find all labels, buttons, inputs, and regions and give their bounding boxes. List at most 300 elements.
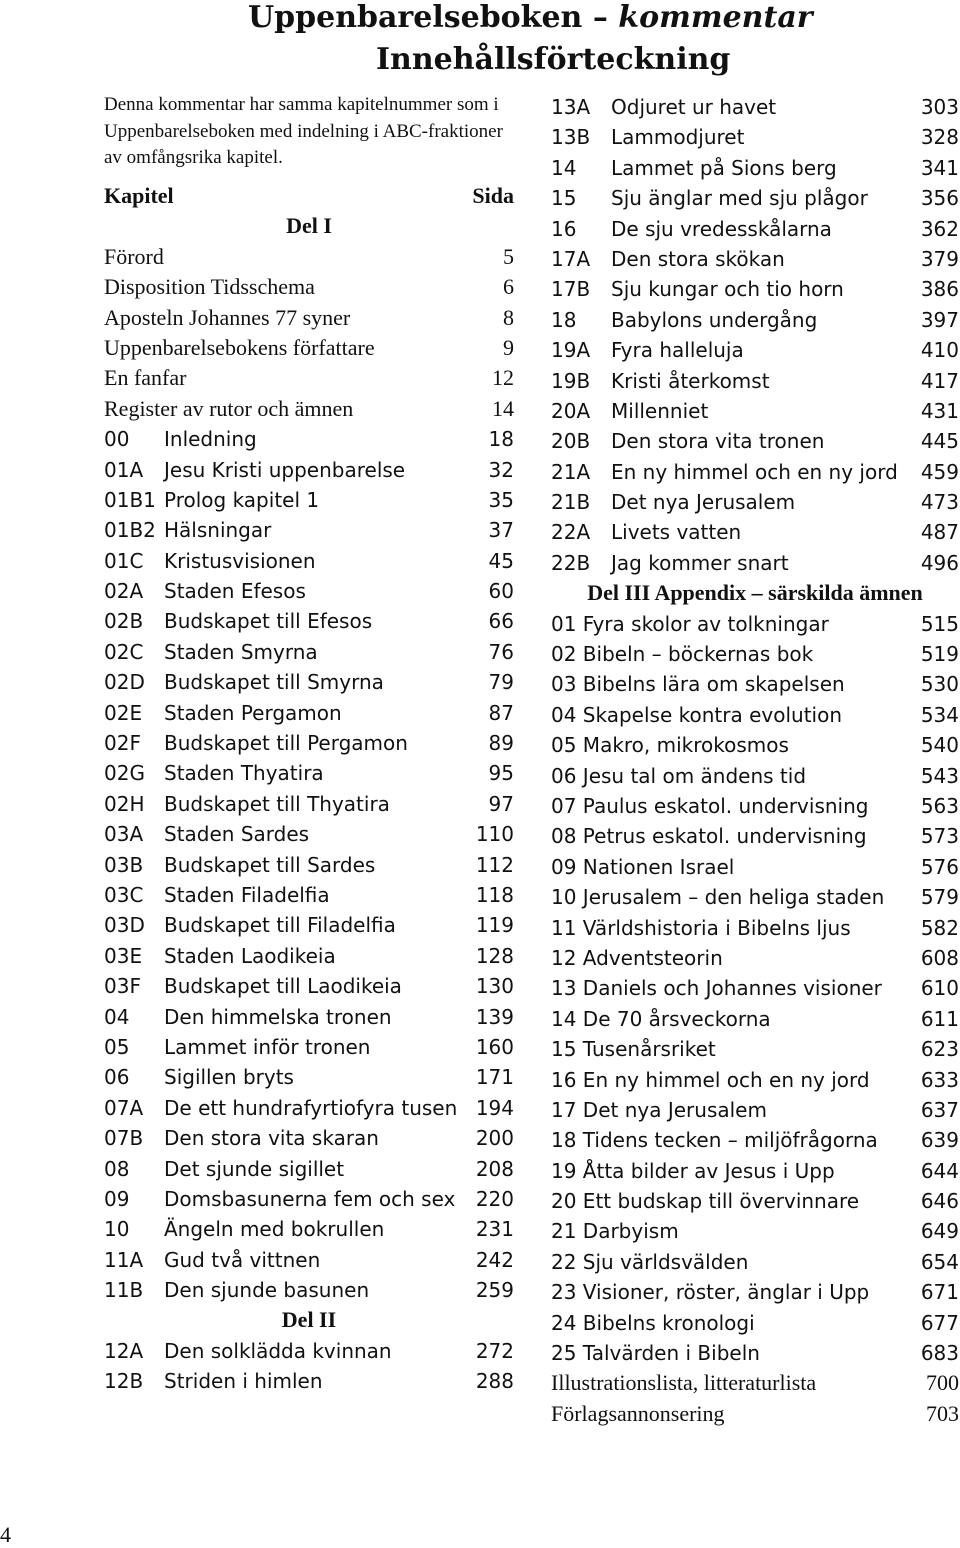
chapter-number: 20B bbox=[551, 429, 591, 454]
toc-entry bbox=[104, 546, 514, 576]
entry-title: 21 Darbyism bbox=[551, 1219, 679, 1244]
toc-entry bbox=[551, 1156, 959, 1186]
toc-entry bbox=[551, 457, 959, 487]
chapter-number: 12B bbox=[104, 1369, 144, 1394]
toc-entry bbox=[104, 758, 514, 788]
entry-title: Millenniet bbox=[611, 398, 709, 423]
toc-entry bbox=[551, 943, 959, 973]
toc-entry bbox=[104, 485, 514, 515]
entry-page: 654 bbox=[920, 1249, 959, 1274]
entry-page: 677 bbox=[920, 1310, 959, 1335]
entry-page: 66 bbox=[488, 609, 514, 634]
toc-entry bbox=[551, 122, 959, 152]
chapter-number: 03C bbox=[104, 882, 144, 907]
entry-page: 637 bbox=[920, 1097, 959, 1122]
entry-page: 671 bbox=[920, 1280, 959, 1305]
entry-page: 530 bbox=[920, 672, 959, 697]
entry-page: 35 bbox=[488, 487, 514, 512]
toc-entry bbox=[551, 1095, 959, 1125]
toc-entry bbox=[551, 609, 959, 639]
entry-title: Sju kungar och tio horn bbox=[611, 277, 844, 302]
entry-page: 703 bbox=[926, 1400, 959, 1426]
toc-entry bbox=[551, 1004, 959, 1034]
toc-header bbox=[104, 181, 514, 211]
toc-entry bbox=[551, 517, 959, 547]
entry-title: Kristusvisionen bbox=[164, 548, 316, 573]
entry-title: Budskapet till Efesos bbox=[164, 609, 373, 634]
toc-entry bbox=[104, 1123, 514, 1153]
entry-page: 328 bbox=[920, 125, 959, 150]
entry-title: 10 Jerusalem – den heliga staden bbox=[551, 885, 885, 910]
page-number: 4 bbox=[0, 1522, 11, 1547]
toc-entry bbox=[104, 1032, 514, 1062]
chapter-number: 01C bbox=[104, 548, 144, 573]
entry-title: Kristi återkomst bbox=[611, 368, 770, 393]
entry-page: 12 bbox=[492, 365, 514, 391]
toc-entry bbox=[551, 396, 959, 426]
entry-page: 303 bbox=[920, 95, 959, 119]
entry-title: Den himmelska tronen bbox=[164, 1004, 392, 1029]
chapter-number: 02B bbox=[104, 609, 144, 634]
toc-entry bbox=[551, 366, 959, 396]
entry-title: Den solklädda kvinnan bbox=[164, 1338, 392, 1363]
chapter-number: 18 bbox=[551, 307, 577, 332]
page-title bbox=[248, 0, 813, 36]
toc-right-column bbox=[551, 92, 959, 1429]
entry-title: Det sjunde sigillet bbox=[164, 1156, 345, 1181]
chapter-number: 02E bbox=[104, 700, 143, 725]
entry-title: En ny himmel och en ny jord bbox=[611, 459, 898, 484]
toc-entry bbox=[551, 1125, 959, 1155]
chapter-number: 03D bbox=[104, 913, 145, 938]
toc-entry bbox=[104, 789, 514, 819]
chapter-number: 14 bbox=[551, 155, 577, 180]
entry-title: Staden Efesos bbox=[164, 579, 306, 604]
entry-page: 362 bbox=[920, 216, 959, 241]
entry-title: Inledning bbox=[164, 427, 257, 452]
entry-title: Uppenbarelsebokens författare bbox=[104, 334, 375, 360]
toc-entry bbox=[551, 973, 959, 1003]
toc-entry bbox=[104, 698, 514, 728]
toc-entry bbox=[104, 637, 514, 667]
entry-page: 32 bbox=[488, 457, 514, 482]
chapter-number: 13A bbox=[551, 95, 591, 119]
toc-entry bbox=[104, 1154, 514, 1184]
toc-left-column bbox=[104, 181, 514, 1397]
entry-page: 496 bbox=[920, 550, 959, 575]
chapter-number: 16 bbox=[551, 216, 577, 241]
toc-entry bbox=[104, 728, 514, 758]
entry-title: 04 Skapelse kontra evolution bbox=[551, 702, 843, 727]
entry-page: 95 bbox=[488, 761, 514, 786]
entry-page: 573 bbox=[920, 824, 959, 849]
entry-page: 89 bbox=[488, 731, 514, 756]
toc-entry bbox=[551, 700, 959, 730]
entry-page: 128 bbox=[475, 943, 514, 968]
entry-page: 9 bbox=[503, 334, 514, 360]
chapter-number: 07B bbox=[104, 1126, 144, 1151]
chapter-number: 17B bbox=[551, 277, 591, 302]
entry-page: 487 bbox=[920, 520, 959, 545]
entry-title: Odjuret ur havet bbox=[611, 95, 777, 119]
toc-entry bbox=[551, 669, 959, 699]
entry-title: Den stora skökan bbox=[611, 246, 785, 271]
entry-page: 37 bbox=[488, 518, 514, 543]
entry-title: De ett hundrafyrtiofyra tusen bbox=[164, 1095, 458, 1120]
chapter-number: 02H bbox=[104, 791, 145, 816]
entry-title: Sigillen bryts bbox=[164, 1065, 294, 1090]
toc-entry bbox=[551, 548, 959, 578]
entry-page: 563 bbox=[920, 793, 959, 818]
toc-entry bbox=[551, 426, 959, 456]
toc-entry bbox=[551, 335, 959, 365]
entry-title: Domsbasunerna fem och sex bbox=[164, 1186, 456, 1211]
toc-entry bbox=[104, 850, 514, 880]
chapter-number: 01A bbox=[104, 457, 144, 482]
entry-page: 515 bbox=[920, 611, 959, 636]
toc-entry bbox=[104, 515, 514, 545]
toc-entry bbox=[104, 424, 514, 454]
entry-page: 160 bbox=[475, 1034, 514, 1059]
entry-title: Staden Thyatira bbox=[164, 761, 324, 786]
toc-entry bbox=[104, 455, 514, 485]
entry-page: 379 bbox=[920, 246, 959, 271]
entry-title: 24 Bibelns kronologi bbox=[551, 1310, 755, 1335]
entry-page: 118 bbox=[475, 882, 514, 907]
toc-entry bbox=[551, 761, 959, 791]
entry-page: 576 bbox=[920, 854, 959, 879]
chapter-number: 00 bbox=[104, 427, 130, 452]
toc-entry bbox=[551, 214, 959, 244]
chapter-number: 05 bbox=[104, 1034, 130, 1059]
toc-entry bbox=[551, 1034, 959, 1064]
entry-page: 410 bbox=[920, 338, 959, 363]
toc-entry bbox=[551, 183, 959, 213]
entry-title: 23 Visioner, röster, änglar i Upp bbox=[551, 1280, 870, 1305]
chapter-number: 01B2 bbox=[104, 518, 156, 543]
toc-entry bbox=[551, 639, 959, 669]
chapter-number: 06 bbox=[104, 1065, 130, 1090]
toc-entry bbox=[551, 274, 959, 304]
toc-entry bbox=[104, 1184, 514, 1214]
entry-title: Ängeln med bokrullen bbox=[164, 1217, 385, 1242]
toc-entry bbox=[551, 1216, 959, 1246]
entry-page: 543 bbox=[920, 763, 959, 788]
toc-entry bbox=[551, 882, 959, 912]
header-page: Sida bbox=[472, 183, 514, 208]
entry-page: 644 bbox=[920, 1158, 959, 1183]
section-label: Del II bbox=[281, 1307, 337, 1333]
entry-page: 459 bbox=[920, 459, 959, 484]
entry-page: 519 bbox=[920, 642, 959, 667]
chapter-number: 09 bbox=[104, 1186, 130, 1211]
chapter-number: 03A bbox=[104, 822, 144, 847]
toc-entry bbox=[104, 1214, 514, 1244]
toc-entry bbox=[104, 971, 514, 1001]
entry-title: Register av rutor och ämnen bbox=[104, 395, 354, 421]
section-heading bbox=[104, 1305, 514, 1335]
toc-entry bbox=[551, 1308, 959, 1338]
chapter-number: 01B1 bbox=[104, 487, 156, 512]
entry-title: Fyra halleluja bbox=[611, 338, 744, 363]
entry-page: 8 bbox=[503, 304, 514, 330]
chapter-number: 07A bbox=[104, 1095, 144, 1120]
entry-title: Den stora vita tronen bbox=[611, 429, 825, 454]
entry-page: 130 bbox=[475, 974, 514, 999]
entry-page: 356 bbox=[920, 186, 959, 211]
toc-entry bbox=[104, 394, 514, 424]
chapter-number: 19B bbox=[551, 368, 591, 393]
chapter-number: 10 bbox=[104, 1217, 130, 1242]
chapter-number: 20A bbox=[551, 398, 591, 423]
toc-entry bbox=[104, 242, 514, 272]
toc-entry bbox=[104, 1002, 514, 1032]
entry-page: 272 bbox=[475, 1338, 514, 1363]
chapter-number: 13B bbox=[551, 125, 591, 150]
entry-page: 6 bbox=[503, 274, 514, 300]
entry-page: 417 bbox=[920, 368, 959, 393]
toc-entry bbox=[104, 910, 514, 940]
entry-title: Sju änglar med sju plågor bbox=[611, 186, 868, 211]
entry-page: 259 bbox=[475, 1278, 514, 1303]
entry-page: 579 bbox=[920, 885, 959, 910]
entry-page: 79 bbox=[488, 670, 514, 695]
entry-page: 611 bbox=[920, 1006, 959, 1031]
toc-entry bbox=[551, 821, 959, 851]
entry-page: 242 bbox=[475, 1247, 514, 1272]
entry-title: Förord bbox=[104, 243, 164, 269]
chapter-number: 03E bbox=[104, 943, 143, 968]
entry-page: 633 bbox=[920, 1067, 959, 1092]
page-subtitle: Innehållsförteckning bbox=[376, 42, 731, 77]
entry-title: 18 Tidens tecken – miljöfrågorna bbox=[551, 1128, 878, 1153]
entry-page: 649 bbox=[920, 1219, 959, 1244]
entry-title: 01 Fyra skolor av tolkningar bbox=[551, 611, 829, 636]
entry-title: Det nya Jerusalem bbox=[611, 490, 796, 515]
toc-entry bbox=[551, 305, 959, 335]
entry-title: Gud två vittnen bbox=[164, 1247, 321, 1272]
chapter-number: 02C bbox=[104, 639, 144, 664]
entry-title: 12 Adventsteorin bbox=[551, 945, 723, 970]
entry-title: 15 Tusenårsriket bbox=[551, 1037, 716, 1062]
entry-title: Lammet på Sions berg bbox=[611, 155, 837, 180]
entry-title: 13 Daniels och Johannes visioner bbox=[551, 976, 882, 1001]
chapter-number: 02G bbox=[104, 761, 145, 786]
entry-title: Striden i himlen bbox=[164, 1369, 323, 1394]
toc-entry bbox=[104, 333, 514, 363]
entry-page: 582 bbox=[920, 915, 959, 940]
entry-title: 03 Bibelns lära om skapelsen bbox=[551, 672, 845, 697]
entry-page: 623 bbox=[920, 1037, 959, 1062]
toc-entry bbox=[104, 303, 514, 333]
toc-entry bbox=[104, 272, 514, 302]
entry-page: 76 bbox=[488, 639, 514, 664]
entry-title: Jesu Kristi uppenbarelse bbox=[164, 457, 406, 482]
entry-title: Budskapet till Sardes bbox=[164, 852, 376, 877]
entry-title: 11 Världshistoria i Bibelns ljus bbox=[551, 915, 851, 940]
entry-page: 60 bbox=[488, 579, 514, 604]
entry-title: 07 Paulus eskatol. undervisning bbox=[551, 793, 869, 818]
section-label: Del III Appendix – särskilda ämnen bbox=[587, 580, 923, 606]
entry-title: Illustrationslista, litteraturlista bbox=[551, 1370, 817, 1396]
entry-title: De sju vredesskålarna bbox=[611, 216, 832, 241]
entry-page: 445 bbox=[920, 429, 959, 454]
entry-title: Prolog kapitel 1 bbox=[164, 487, 320, 512]
header-chapter: Kapitel bbox=[104, 183, 174, 208]
chapter-number: 21A bbox=[551, 459, 591, 484]
entry-title: Förlagsannonsering bbox=[551, 1400, 725, 1426]
toc-entry bbox=[551, 1277, 959, 1307]
toc-entry bbox=[551, 791, 959, 821]
entry-page: 208 bbox=[475, 1156, 514, 1181]
chapter-number: 02D bbox=[104, 670, 145, 695]
entry-title: Staden Filadelfia bbox=[164, 882, 330, 907]
toc-entry bbox=[104, 1275, 514, 1305]
toc-entry bbox=[551, 730, 959, 760]
entry-page: 683 bbox=[920, 1341, 959, 1366]
chapter-number: 04 bbox=[104, 1004, 130, 1029]
toc-entry bbox=[104, 1245, 514, 1275]
chapter-number: 03B bbox=[104, 852, 144, 877]
chapter-number: 02F bbox=[104, 731, 141, 756]
toc-entry bbox=[551, 913, 959, 943]
toc-entry bbox=[551, 1399, 959, 1429]
entry-page: 288 bbox=[475, 1369, 514, 1394]
entry-title: 20 Ett budskap till övervinnare bbox=[551, 1189, 860, 1214]
entry-title: Budskapet till Laodikeia bbox=[164, 974, 402, 999]
chapter-number: 12A bbox=[104, 1338, 144, 1363]
chapter-number: 03F bbox=[104, 974, 141, 999]
entry-title: Lammet inför tronen bbox=[164, 1034, 371, 1059]
entry-title: Babylons undergång bbox=[611, 307, 818, 332]
entry-page: 14 bbox=[492, 395, 514, 421]
entry-page: 87 bbox=[488, 700, 514, 725]
chapter-number: 15 bbox=[551, 186, 577, 211]
entry-page: 610 bbox=[920, 976, 959, 1001]
entry-page: 200 bbox=[475, 1126, 514, 1151]
toc-entry bbox=[551, 92, 959, 122]
entry-title: 14 De 70 årsveckorna bbox=[551, 1006, 771, 1031]
entry-page: 540 bbox=[920, 733, 959, 758]
title-italic: kommentar bbox=[618, 0, 813, 35]
entry-page: 639 bbox=[920, 1128, 959, 1153]
entry-page: 171 bbox=[475, 1065, 514, 1090]
chapter-number: 22B bbox=[551, 550, 591, 575]
entry-title: 22 Sju världsvälden bbox=[551, 1249, 749, 1274]
entry-title: Hälsningar bbox=[164, 518, 272, 543]
entry-title: Staden Pergamon bbox=[164, 700, 342, 725]
entry-title: 16 En ny himmel och en ny jord bbox=[551, 1067, 870, 1092]
entry-title: 06 Jesu tal om ändens tid bbox=[551, 763, 807, 788]
chapter-number: 17A bbox=[551, 246, 591, 271]
entry-page: 534 bbox=[920, 702, 959, 727]
entry-page: 473 bbox=[920, 490, 959, 515]
toc-entry bbox=[104, 1366, 514, 1396]
toc-entry bbox=[551, 487, 959, 517]
entry-title: Budskapet till Pergamon bbox=[164, 731, 408, 756]
entry-page: 45 bbox=[488, 548, 514, 573]
entry-title: Budskapet till Smyrna bbox=[164, 670, 384, 695]
entry-title: Livets vatten bbox=[611, 520, 742, 545]
entry-page: 194 bbox=[475, 1095, 514, 1120]
entry-page: 220 bbox=[475, 1186, 514, 1211]
entry-title: Lammodjuret bbox=[611, 125, 745, 150]
entry-title: Staden Sardes bbox=[164, 822, 310, 847]
toc-entry bbox=[104, 941, 514, 971]
chapter-number: 22A bbox=[551, 520, 591, 545]
entry-page: 18 bbox=[488, 427, 514, 452]
entry-title: Budskapet till Thyatira bbox=[164, 791, 390, 816]
entry-page: 386 bbox=[920, 277, 959, 302]
toc-entry bbox=[104, 1336, 514, 1366]
chapter-number: 11A bbox=[104, 1247, 144, 1272]
section-heading bbox=[104, 211, 514, 241]
entry-title: Staden Smyrna bbox=[164, 639, 318, 664]
entry-title: 09 Nationen Israel bbox=[551, 854, 735, 879]
entry-page: 139 bbox=[475, 1004, 514, 1029]
chapter-number: 19A bbox=[551, 338, 591, 363]
toc-entry bbox=[551, 1338, 959, 1368]
toc-entry bbox=[551, 1247, 959, 1277]
toc-entry bbox=[551, 852, 959, 882]
entry-title: Staden Laodikeia bbox=[164, 943, 336, 968]
entry-title: 05 Makro, mikrokosmos bbox=[551, 733, 789, 758]
entry-title: En fanfar bbox=[104, 365, 187, 391]
toc-entry bbox=[104, 1062, 514, 1092]
entry-title: 25 Talvärden i Bibeln bbox=[551, 1341, 760, 1366]
title-dash: – bbox=[592, 0, 608, 35]
toc-entry bbox=[104, 606, 514, 636]
entry-page: 646 bbox=[920, 1189, 959, 1214]
toc-entry bbox=[551, 1186, 959, 1216]
toc-entry bbox=[551, 153, 959, 183]
toc-entry bbox=[104, 667, 514, 697]
entry-title: Disposition Tidsschema bbox=[104, 274, 315, 300]
entry-page: 700 bbox=[926, 1370, 959, 1396]
toc-entry bbox=[551, 1065, 959, 1095]
toc-entry bbox=[104, 363, 514, 393]
entry-page: 5 bbox=[503, 243, 514, 269]
entry-page: 431 bbox=[920, 398, 959, 423]
entry-page: 397 bbox=[920, 307, 959, 332]
entry-page: 341 bbox=[920, 155, 959, 180]
entry-title: Aposteln Johannes 77 syner bbox=[104, 304, 351, 330]
chapter-number: 11B bbox=[104, 1278, 144, 1303]
entry-page: 110 bbox=[475, 822, 514, 847]
entry-title: 02 Bibeln – böckernas bok bbox=[551, 642, 814, 667]
toc-entry bbox=[104, 1093, 514, 1123]
section-label: Del I bbox=[286, 213, 332, 239]
chapter-number: 08 bbox=[104, 1156, 130, 1181]
entry-title: Den stora vita skaran bbox=[164, 1126, 379, 1151]
toc-entry bbox=[551, 244, 959, 274]
toc-entry bbox=[104, 880, 514, 910]
toc-entry bbox=[551, 1368, 959, 1398]
toc-entry bbox=[104, 819, 514, 849]
entry-page: 608 bbox=[920, 945, 959, 970]
title-main: Uppenbarelseboken bbox=[248, 0, 583, 35]
entry-title: 17 Det nya Jerusalem bbox=[551, 1097, 767, 1122]
chapter-number: 02A bbox=[104, 579, 144, 604]
entry-title: 08 Petrus eskatol. undervisning bbox=[551, 824, 867, 849]
entry-title: Budskapet till Filadelfia bbox=[164, 913, 396, 938]
chapter-number: 21B bbox=[551, 490, 591, 515]
section-heading bbox=[551, 578, 959, 608]
entry-page: 97 bbox=[488, 791, 514, 816]
entry-title: Jag kommer snart bbox=[611, 550, 789, 575]
intro-text: Denna kommentar har samma kapitelnummer som i Uppenbarelseboken med indelning i ABC-fraktioner av omfångsrika kapitel. bbox=[104, 94, 503, 168]
entry-page: 231 bbox=[475, 1217, 514, 1242]
